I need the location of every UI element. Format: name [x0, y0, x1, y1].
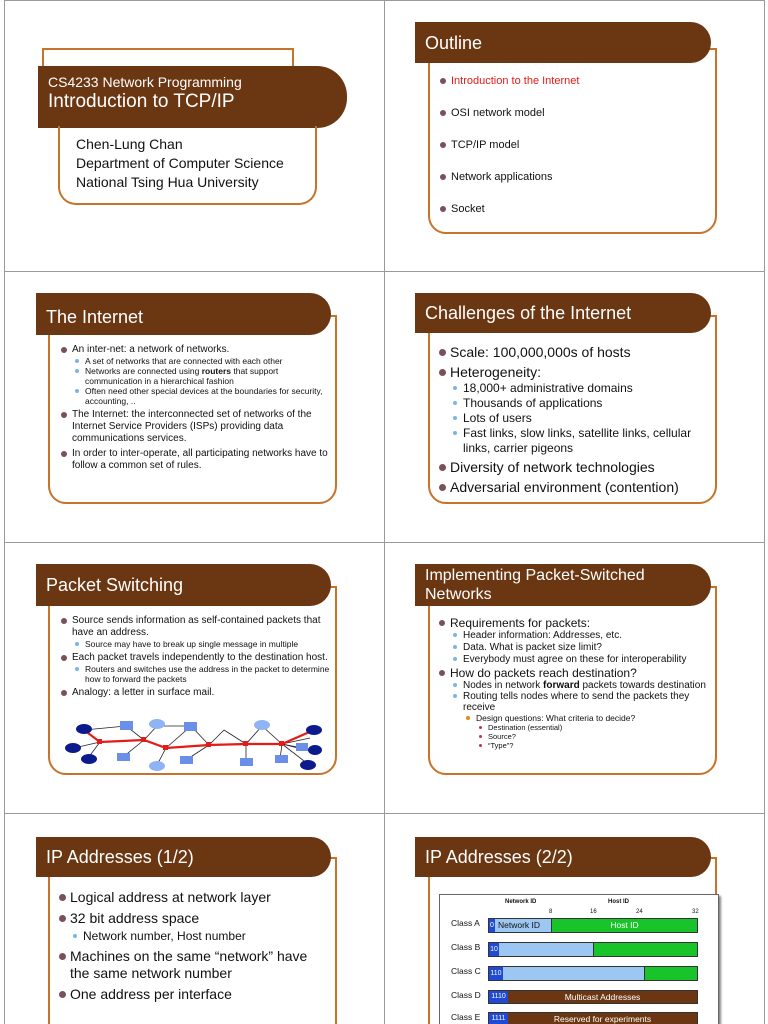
- department-name: Department of Computer Science: [76, 155, 284, 171]
- packet-bullets: [60, 612, 330, 699]
- sub-bullet: Data. What is packet size limit?: [451, 642, 713, 654]
- sub-sub-bullet: Design questions: What criteria to decide?: [464, 713, 713, 723]
- bullet: Adversarial environment (contention): [438, 479, 713, 496]
- slide-title-banner: [36, 837, 331, 877]
- bit-tick: 32: [692, 909, 699, 915]
- question-bullet: Destination (essential): [476, 723, 713, 732]
- sub-bullet: Networks are connected using routers that support communication in a hierarchical fashion: [73, 366, 330, 386]
- bullet: The Internet: the interconnected set of networks of the Internet Service Providers (ISPs) providing data communications services.: [60, 409, 330, 445]
- sub-bullet: Everybody must agree on these for interoperability: [451, 654, 713, 666]
- bullet: An inter-net: a network of networks.: [60, 344, 330, 356]
- outline-item: TCP/IP model: [439, 139, 709, 151]
- slide-internet: [0, 271, 384, 542]
- network-id-field: [503, 967, 645, 980]
- class-c-row: [488, 966, 698, 981]
- author-box: [58, 126, 317, 205]
- host-id-field: Host ID: [552, 919, 697, 932]
- slide-challenges: [384, 271, 768, 542]
- sub-bullet: Routing tells nodes where to send the packets they receive: [451, 691, 713, 713]
- slide-title-banner: [36, 293, 331, 335]
- bullet: Heterogeneity:: [438, 364, 713, 381]
- outline-item: OSI network model: [439, 107, 709, 119]
- class-d-row: [488, 990, 698, 1004]
- course-name: CS4233 Network Programming: [48, 74, 242, 90]
- slide-packet-switching: [0, 542, 384, 813]
- sub-bullet: Header information: Addresses, etc.: [451, 630, 713, 642]
- university-name: National Tsing Hua University: [76, 174, 259, 190]
- outline-list: [439, 72, 709, 215]
- internet-bullets: [60, 341, 330, 472]
- slide-heading: The Internet: [46, 307, 144, 327]
- bullet: 32 bit address space: [58, 910, 328, 927]
- presentation-title: Introduction to TCP/IP: [48, 91, 235, 112]
- multicast-field: Multicast Addresses: [508, 991, 697, 1003]
- host-id-field: [645, 967, 697, 980]
- sub-bullet: Lots of users: [451, 411, 713, 426]
- slide-title-banner: [415, 293, 711, 333]
- sub-bullet: Routers and switches use the address in the packet to determine how to forward the packets: [73, 664, 330, 684]
- outline-item: Network applications: [439, 171, 709, 183]
- bullet: Each packet travels independently to the destination host.: [60, 652, 330, 664]
- bullet: Source sends information as self-contained packets that have an address.: [60, 615, 330, 639]
- network-id-field: Network ID: [495, 919, 552, 932]
- slide-heading: IP Addresses (2/2): [425, 847, 573, 867]
- host-id-field: [594, 943, 697, 956]
- sub-bullet: Fast links, slow links, satellite links, cellular links, carrier pigeons: [451, 426, 713, 456]
- outline-item: Introduction to the Internet: [439, 75, 709, 87]
- slide-ip-addresses-1: [0, 813, 384, 1024]
- author-name: Chen-Lung Chan: [76, 136, 183, 152]
- bullet: Diversity of network technologies: [438, 459, 713, 476]
- class-prefix: 1110: [489, 991, 508, 1003]
- bit-tick: 8: [549, 909, 553, 915]
- bullet: Logical address at network layer: [58, 889, 328, 906]
- class-prefix: 0: [489, 919, 495, 932]
- outline-item: Socket: [439, 203, 709, 215]
- class-label: Class B: [451, 942, 481, 952]
- slide-heading: Challenges of the Internet: [425, 303, 632, 323]
- slide-implementing: [384, 542, 768, 813]
- impl-bullets: [438, 614, 713, 750]
- address-class-figure: [439, 894, 719, 1024]
- class-prefix: 110: [489, 967, 503, 980]
- sub-bullet: Thousands of applications: [451, 396, 713, 411]
- slide-heading: Outline: [425, 32, 483, 53]
- sub-bullet: Often need other special devices at the boundaries for security, accounting, ..: [73, 386, 330, 406]
- sub-bullet: 18,000+ administrative domains: [451, 381, 713, 396]
- bullet: How do packets reach destination?: [438, 667, 713, 680]
- slide-title-banner: [415, 837, 711, 877]
- slide-outline: [384, 0, 768, 271]
- class-label: Class C: [451, 966, 481, 976]
- slide-title-banner: [415, 564, 711, 606]
- class-label: Class E: [451, 1012, 481, 1022]
- header-host-id: Host ID: [608, 899, 629, 905]
- class-b-row: [488, 942, 698, 957]
- slide-title-banner: [36, 564, 331, 606]
- class-label: Class A: [451, 918, 480, 928]
- sub-bullet: Network number, Host number: [71, 929, 328, 944]
- slide-heading: Packet Switching: [46, 575, 184, 595]
- sub-bullet: Nodes in network forward packets towards destination: [451, 680, 713, 691]
- class-a-row: [488, 918, 698, 933]
- class-label: Class D: [451, 990, 481, 1000]
- slide-title-banner: [415, 22, 711, 63]
- title-banner: [38, 66, 347, 128]
- network-diagram: [64, 718, 324, 774]
- bullet: Requirements for packets:: [438, 617, 713, 630]
- challenges-bullets: [438, 341, 713, 496]
- title-outline-top: [42, 48, 294, 66]
- bullet: Scale: 100,000,000s of hosts: [438, 344, 713, 361]
- sub-bullet: Source may have to break up single message in multiple: [73, 639, 330, 649]
- bit-tick: 24: [636, 909, 643, 915]
- sub-bullet: A set of networks that are connected with each other: [73, 356, 330, 366]
- class-e-row: [488, 1012, 698, 1024]
- slide-heading: IP Addresses (1/2): [46, 847, 194, 867]
- header-network-id: Network ID: [505, 899, 537, 905]
- reserved-field: Reserved for experiments: [508, 1013, 697, 1024]
- bullet: Machines on the same “network” have the same network number: [58, 948, 328, 982]
- bit-tick: 16: [590, 909, 597, 915]
- class-prefix: 1111: [489, 1013, 508, 1024]
- slide-title: [0, 0, 384, 271]
- ip1-bullets: [58, 885, 328, 1003]
- bullet: Analogy: a letter in surface mail.: [60, 687, 330, 699]
- slide-ip-addresses-2: [384, 813, 768, 1024]
- class-prefix: 10: [489, 943, 499, 956]
- slide-heading: Implementing Packet-Switched Networks: [425, 567, 645, 603]
- network-id-field: [499, 943, 594, 956]
- question-bullet: Source?: [476, 732, 713, 741]
- bullet: In order to inter-operate, all participating networks have to follow a common set of rules.: [60, 448, 330, 472]
- question-bullet: “Type”?: [476, 741, 713, 750]
- bullet: One address per interface: [58, 986, 328, 1003]
